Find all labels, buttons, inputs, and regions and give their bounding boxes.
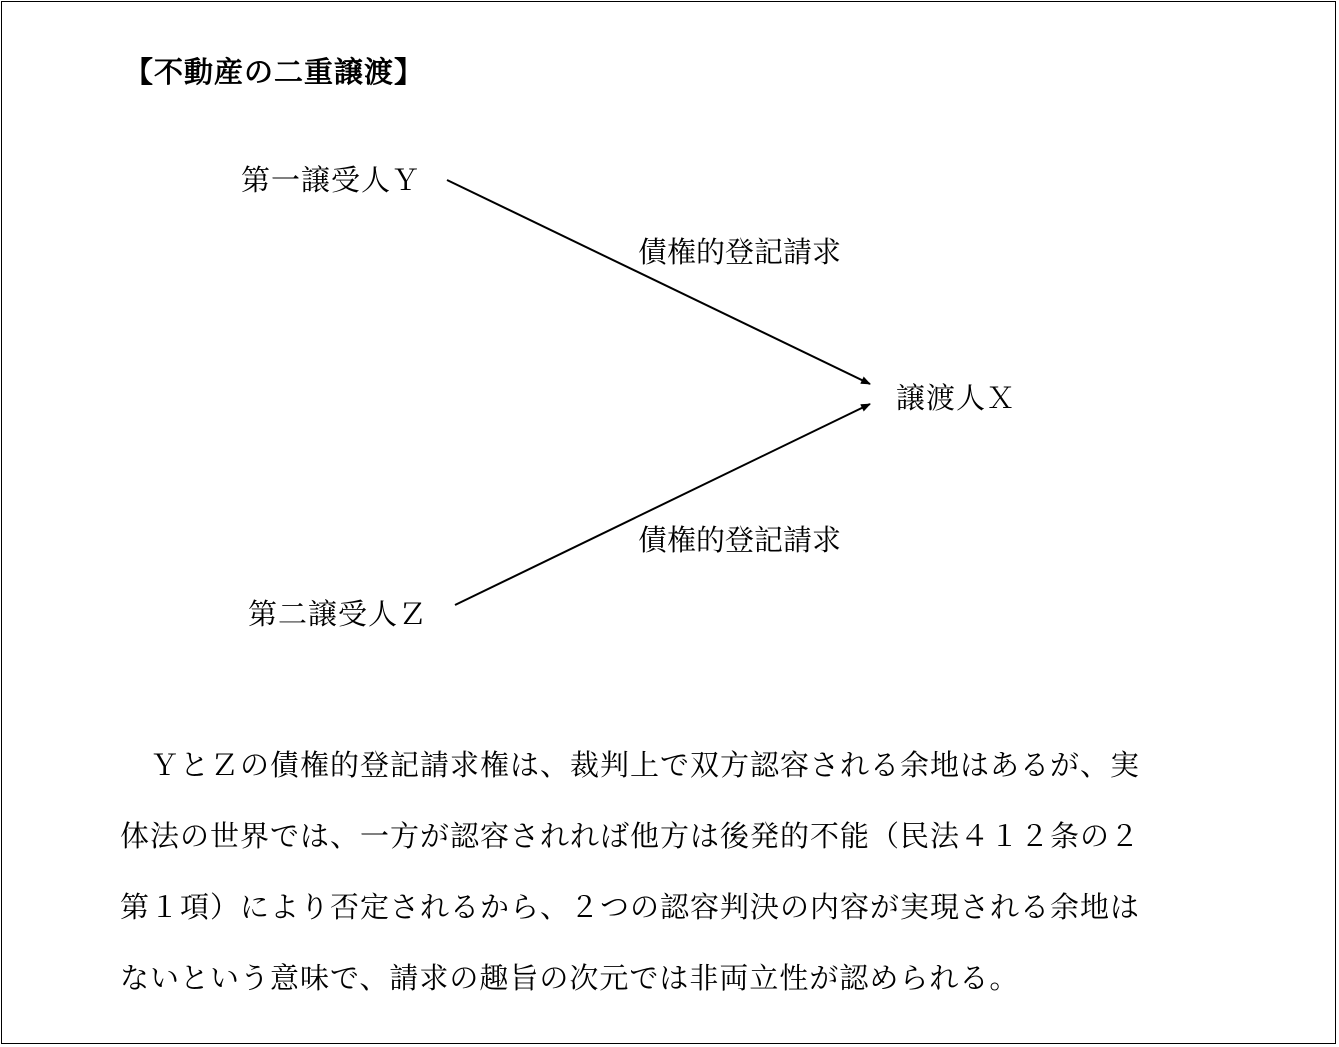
arrow-y-to-x [447,180,870,384]
edge-label-y-to-x: 債権的登記請求 [638,235,842,269]
paragraph-line: ＹとＺの債権的登記請求権は、裁判上で双方認容される余地はあるが、実 [120,748,1141,782]
diagram-title: 【不動産の二重譲渡】 [124,55,425,89]
node-second-transferee-z: 第二譲受人Ｚ [248,597,429,631]
arrow-z-to-x [455,404,870,605]
paragraph-line: 体法の世界では、一方が認容されれば他方は後発的不能（民法４１２条の２ [120,819,1141,853]
paragraph-line: 第１項）により否定されるから、２つの認容判決の内容が実現される余地は [120,890,1141,924]
explanation-paragraph [120,730,1230,1014]
paragraph-line: ないという意味で、請求の趣旨の次元では非両立性が認められる。 [120,961,1020,995]
node-first-transferee-y: 第一譲受人Ｙ [241,163,422,197]
node-transferor-x: 譲渡人Ｘ [896,381,1017,415]
edge-label-z-to-x: 債権的登記請求 [638,523,842,557]
